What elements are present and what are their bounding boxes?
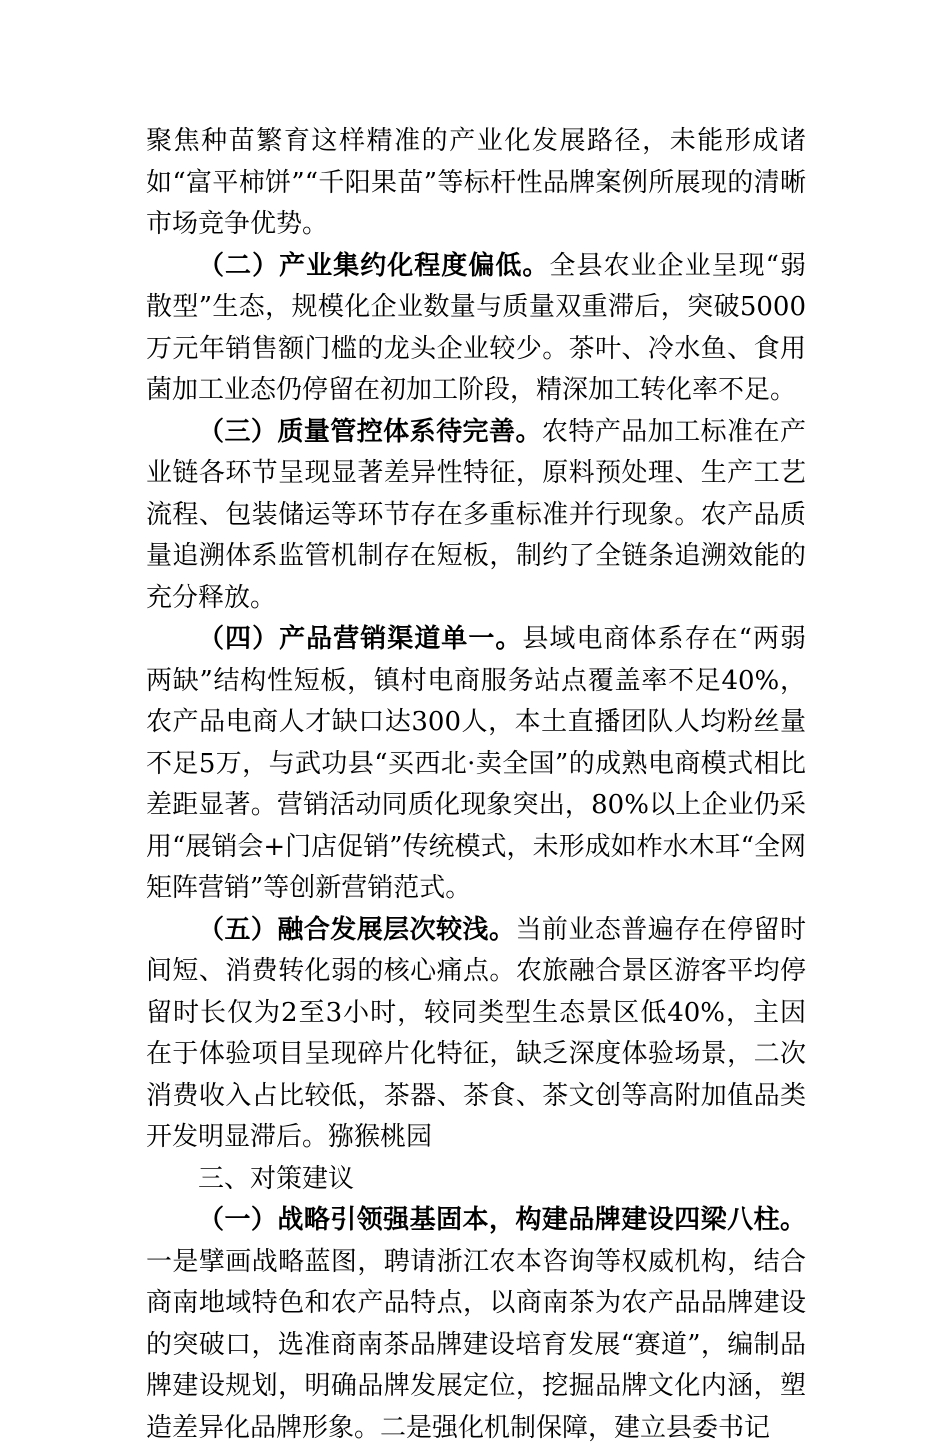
paragraph-quality-control — [146, 412, 806, 620]
paragraph-body: 全县农业企业呈现“弱散型”生态，规模化企业数量与质量双重滞后，突破5000万元年销售额门槛的龙头企业较少。茶叶、冷水鱼、食用菌加工业态仍停留在初加工阶段，精深加工转化率不足。 — [146, 250, 806, 405]
paragraph-integration-development — [146, 910, 806, 1159]
paragraph-lead: （三）质量管控体系待完善。 — [198, 416, 542, 447]
paragraph-body: 县域电商体系存在“两弱两缺”结构性短板，镇村电商服务站点覆盖率不足40%，农产品电商人才缺口达300人，本土直播团队人均粉丝量不足5万，与武功县“买西北·卖全国”的成熟电商模式相比差距显著。营销活动同质化现象突出，80%以上企业仍采用“展销会+门店促销”传统模式，未形成如柞水木耳“全网矩阵营销”等创新营销范式。 — [146, 624, 806, 903]
paragraph-lead: （一）战略引领强基固本，构建品牌建设四梁八柱。 — [198, 1205, 806, 1235]
paragraph-lead: （五）融合发展层次较浅。 — [198, 914, 516, 945]
paragraph-continuation: 聚焦种苗繁育这样精准的产业化发展路径，未能形成诸如“富平柿饼”“千阳果苗”等标杆性品牌案例所展现的清晰市场竞争优势。 — [146, 126, 806, 239]
paragraph-body: 当前业态普遍存在停留时间短、消费转化弱的核心痛点。农旅融合景区游客平均停留时长仅为2至3小时，较同类型生态景区低40%，主因在于体验项目呈现碎片化特征，缺乏深度体验场景，二次消费收入占比较低，茶器、茶食、茶文创等高附加值品类开发明显滞后。猕猴桃园 — [146, 914, 806, 1152]
document-page — [146, 121, 806, 1449]
section-heading: 三、对策建议 — [198, 1163, 355, 1194]
paragraph-lead: （二）产业集约化程度偏低。 — [198, 250, 550, 281]
paragraph-strategy-guidance — [146, 1200, 806, 1449]
paragraph-lead: （四）产品营销渠道单一。 — [198, 624, 523, 654]
paragraph-industry-intensification — [146, 246, 806, 412]
paragraph-body: 农特产品加工标准在产业链各环节呈现显著差异性特征，原料预处理、生产工艺流程、包装储运等环节存在多重标准并行现象。农产品质量追溯体系监管机制存在短板，制约了全链条追溯效能的充分释放。 — [146, 416, 806, 613]
paragraph-body: 一是擘画战略蓝图，聘请浙江农本咨询等权威机构，结合商南地域特色和农产品特点，以商南茶为农产品品牌建设的突破口，选准商南茶品牌建设培育发展“赛道”，编制品牌建设规划，明确品牌发展定位，挖掘品牌文化内涵，塑造差异化品牌形象。二是强化机制保障，建立县委书记 — [146, 1246, 806, 1443]
paragraph-marketing-channels — [146, 619, 806, 910]
